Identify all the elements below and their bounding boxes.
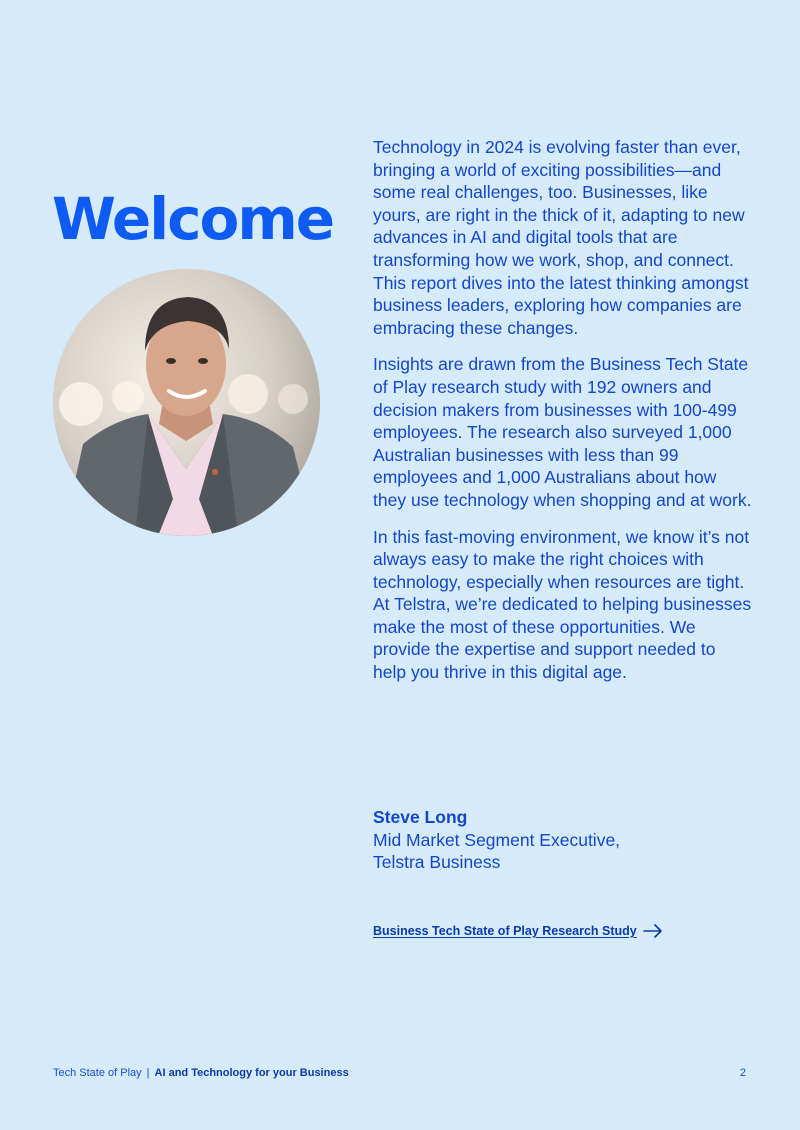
author-title-line-2: Telstra Business xyxy=(373,852,501,873)
signature-block xyxy=(373,806,620,874)
footer-report-subtitle: AI and Technology for your Business xyxy=(154,1067,349,1079)
paragraph-3: In this fast-moving environment, we know it’s not always easy to make the right choices with technology, especially when resources are tight. At Telstra, we’re dedicated to helping businesses make the most of these opportunities. We provide the expertise and support needed to help you thrive in this digital age. xyxy=(373,526,752,683)
research-study-link[interactable] xyxy=(373,924,663,938)
research-study-link-label[interactable]: Business Tech State of Play Research Study xyxy=(373,924,637,938)
author-name: Steve Long xyxy=(373,807,468,827)
footer-separator: | xyxy=(146,1067,150,1079)
footer-report-name: Tech State of Play xyxy=(53,1067,142,1079)
arrow-right-icon[interactable] xyxy=(643,924,663,938)
author-portrait xyxy=(53,269,320,536)
page-number: 2 xyxy=(739,1067,746,1079)
page-title: Welcome xyxy=(52,185,334,253)
person-portrait-icon xyxy=(53,269,320,536)
paragraph-1: Technology in 2024 is evolving faster than ever, bringing a world of exciting possibilities—and some real challenges, too. Businesses, like yours, are right in the thick of it, adapting to new advances in AI and digital tools that are transforming how we work, shop, and connect. This report dives into the latest thinking amongst business leaders, exploring how companies are embracing these changes. xyxy=(373,137,749,338)
author-title-line-1: Mid Market Segment Executive, xyxy=(373,829,621,850)
footer xyxy=(53,1067,349,1079)
intro-text xyxy=(373,136,753,698)
paragraph-2: Insights are drawn from the Business Tech State of Play research study with 192 owners and decision makers from businesses with 100-499 employees. The research also surveyed 1,000 Australian businesses with less than 99 employees and 1,000 Australians about how they use technology when shopping and at work. xyxy=(373,354,752,510)
